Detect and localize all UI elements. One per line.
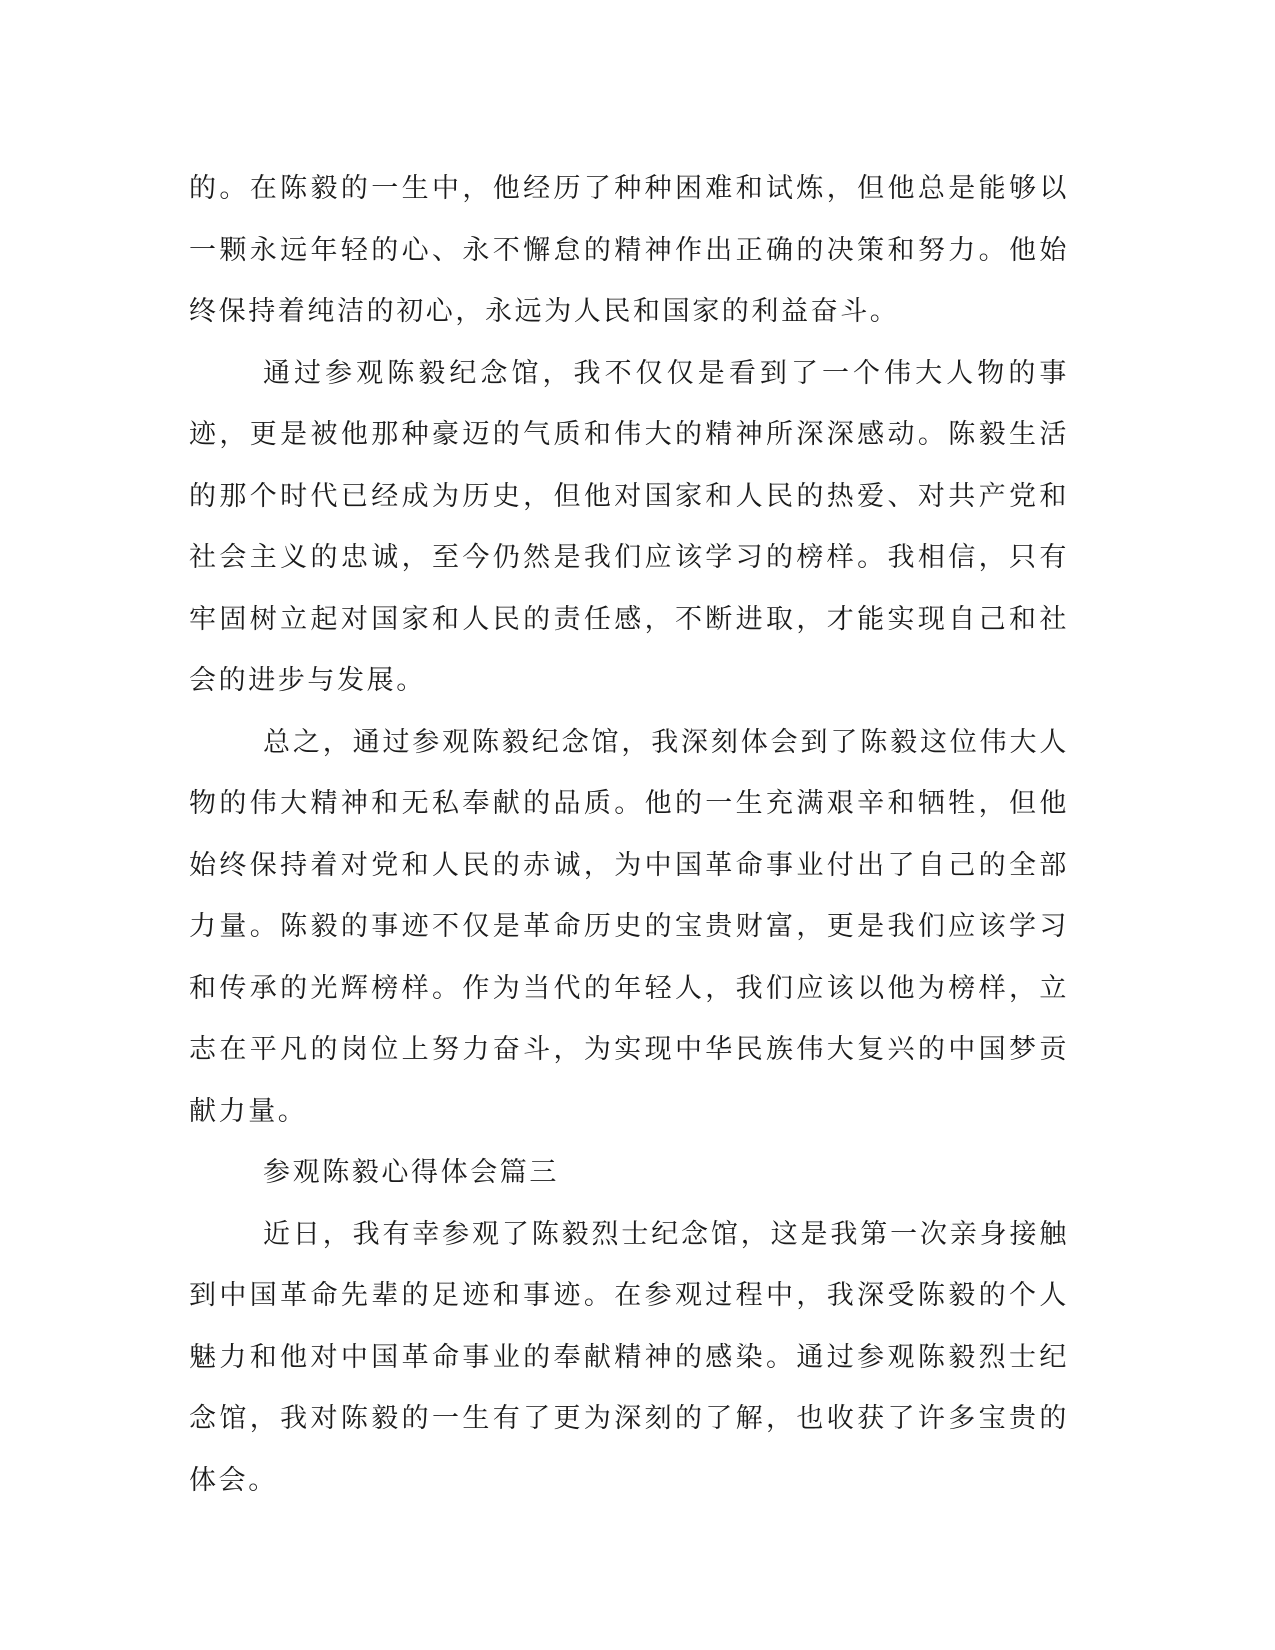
paragraph-conclusion: 总之，通过参观陈毅纪念馆，我深刻体会到了陈毅这位伟大人物的伟大精神和无私奉献的品质。他的一生充满艰辛和牺牲，但他始终保持着对党和人民的赤诚，为中国革命事业付出了自己的全部力量。陈毅的事迹不仅是革命历史的宝贵财富，更是我们应该学习和传承的光辉榜样。作为当代的年轻人，我们应该以他为榜样，立志在平凡的岗位上努力奋斗，为实现中华民族伟大复兴的中国梦贡献力量。 bbox=[189, 726, 1069, 1127]
paragraph-section-three-intro: 近日，我有幸参观了陈毅烈士纪念馆，这是我第一次亲身接触到中国革命先辈的足迹和事迹。在参观过程中，我深受陈毅的个人魅力和他对中国革命事业的奉献精神的感染。通过参观陈毅烈士纪念馆，我对陈毅的一生有了更为深刻的了解，也收获了许多宝贵的体会。 bbox=[189, 1218, 1069, 1496]
paragraph-visit-reflection: 通过参观陈毅纪念馆，我不仅仅是看到了一个伟大人物的事迹，更是被他那种豪迈的气质和伟大的精神所深深感动。陈毅生活的那个时代已经成为历史，但他对国家和人民的热爱、对共产党和社会主义的忠诚，至今仍然是我们应该学习的榜样。我相信，只有牢固树立起对国家和人民的责任感，不断进取，才能实现自己和社会的进步与发展。 bbox=[189, 357, 1069, 696]
document-body bbox=[189, 158, 1069, 1511]
paragraph-continuation: 的。在陈毅的一生中，他经历了种种困难和试炼，但他总是能够以一颗永远年轻的心、永不懈怠的精神作出正确的决策和努力。他始终保持着纯洁的初心，永远为人民和国家的利益奋斗。 bbox=[189, 173, 1069, 327]
section-heading: 参观陈毅心得体会篇三 bbox=[263, 1157, 559, 1188]
